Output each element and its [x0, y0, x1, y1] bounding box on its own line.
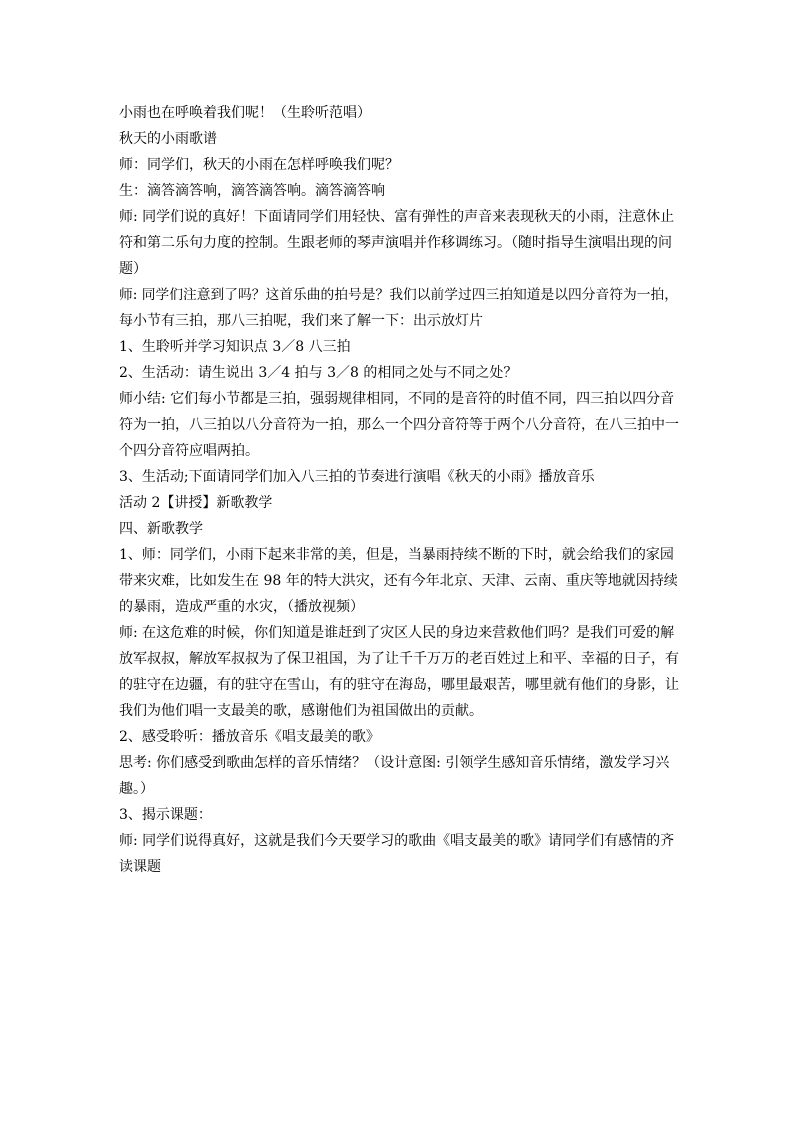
paragraph — [119, 724, 681, 750]
paragraph — [119, 802, 681, 828]
text-line: 2、生活动：请生说出 3／4 拍与 3／8 的相同之处与不同之处？ — [119, 365, 518, 381]
text-line: 师: 同学们说得真好，这就是我们今天要学习的歌曲《唱支最美的歌》请同学们有感情的齐 — [119, 833, 675, 849]
text-line: 读课题 — [119, 859, 161, 875]
text-line: 3、生活动;下面请同学们加入八三拍的节奏进行演唱《秋天的小雨》播放音乐 — [119, 469, 595, 485]
text-line: 四、新歌教学 — [119, 521, 203, 537]
paragraph — [119, 490, 681, 516]
text-line: 题） — [119, 261, 147, 277]
document-body — [119, 100, 681, 880]
text-line: 活动 2【讲授】新歌教学 — [119, 495, 273, 511]
paragraph — [119, 360, 681, 386]
text-line: 每小节有三拍，那八三拍呢，我们来了解一下：出示放灯片 — [119, 313, 483, 329]
text-line: 师小结: 它们每小节都是三拍，强弱规律相同，不同的是音符的时值不同，四三拍以四分音 — [119, 391, 675, 407]
text-line: 师: 同学们注意到了吗？这首乐曲的拍号是？我们以前学过四三拍知道是以四分音符为一拍， — [119, 287, 679, 303]
paragraph — [119, 464, 681, 490]
text-line: 师: 在这危难的时候，你们知道是谁赶到了灾区人民的身边来营救他们吗？是我们可爱的解 — [119, 625, 675, 641]
paragraph — [119, 126, 681, 152]
paragraph — [119, 542, 681, 620]
text-line: 思考: 你们感受到歌曲怎样的音乐情绪？（设计意图: 引领学生感知音乐情绪，激发学习兴 — [119, 755, 670, 771]
paragraph — [119, 152, 681, 178]
paragraph — [119, 750, 681, 802]
paragraph — [119, 204, 681, 282]
text-line: 带来灾难，比如发生在 98 年的特大洪灾，还有今年北京、天津、云南、重庆等地就因持续 — [119, 573, 678, 589]
text-line: 2、感受聆听：播放音乐《唱支最美的歌》 — [119, 729, 380, 745]
text-line: 的暴雨，造成严重的水灾，（播放视频） — [119, 599, 364, 615]
text-line: 1、师：同学们，小雨下起来非常的美，但是，当暴雨持续不断的下时，就会给我们的家园 — [119, 547, 674, 563]
text-line: 符为一拍，八三拍以八分音符为一拍，那么一个四分音符等于两个八分音符，在八三拍中一 — [119, 417, 679, 433]
text-line: 我们为他们唱一支最美的歌，感谢他们为祖国做出的贡献。 — [119, 703, 483, 719]
paragraph — [119, 178, 681, 204]
text-line: 师: 同学们说的真好！下面请同学们用轻快、富有弹性的声音来表现秋天的小雨，注意休止 — [119, 209, 675, 225]
paragraph — [119, 386, 681, 464]
text-line: 1、生聆听并学习知识点 3／8 八三拍 — [119, 339, 351, 355]
text-line: 的驻守在边疆，有的驻守在雪山，有的驻守在海岛，哪里最艰苦，哪里就有他们的身影，让 — [119, 677, 679, 693]
paragraph — [119, 100, 681, 126]
text-line: 趣。） — [119, 781, 154, 797]
text-line: 个四分音符应唱两拍。 — [119, 443, 259, 459]
text-line: 符和第二乐句力度的控制。生跟老师的琴声演唱并作移调练习。（随时指导生演唱出现的问 — [119, 235, 672, 251]
paragraph — [119, 620, 681, 724]
text-line: 小雨也在呼唤着我们呢！（生聆听范唱） — [119, 105, 371, 121]
text-line: 师：同学们，秋天的小雨在怎样呼唤我们呢？ — [119, 157, 399, 173]
text-line: 3、揭示课题： — [119, 807, 212, 823]
text-line: 秋天的小雨歌谱 — [119, 131, 217, 147]
text-line: 生：滴答滴答响，滴答滴答响。滴答滴答响 — [119, 183, 385, 199]
text-line: 放军叔叔，解放军叔叔为了保卫祖国，为了让千千万万的老百姓过上和平、幸福的日子，有 — [119, 651, 679, 667]
paragraph — [119, 334, 681, 360]
paragraph — [119, 282, 681, 334]
paragraph — [119, 828, 681, 880]
paragraph — [119, 516, 681, 542]
